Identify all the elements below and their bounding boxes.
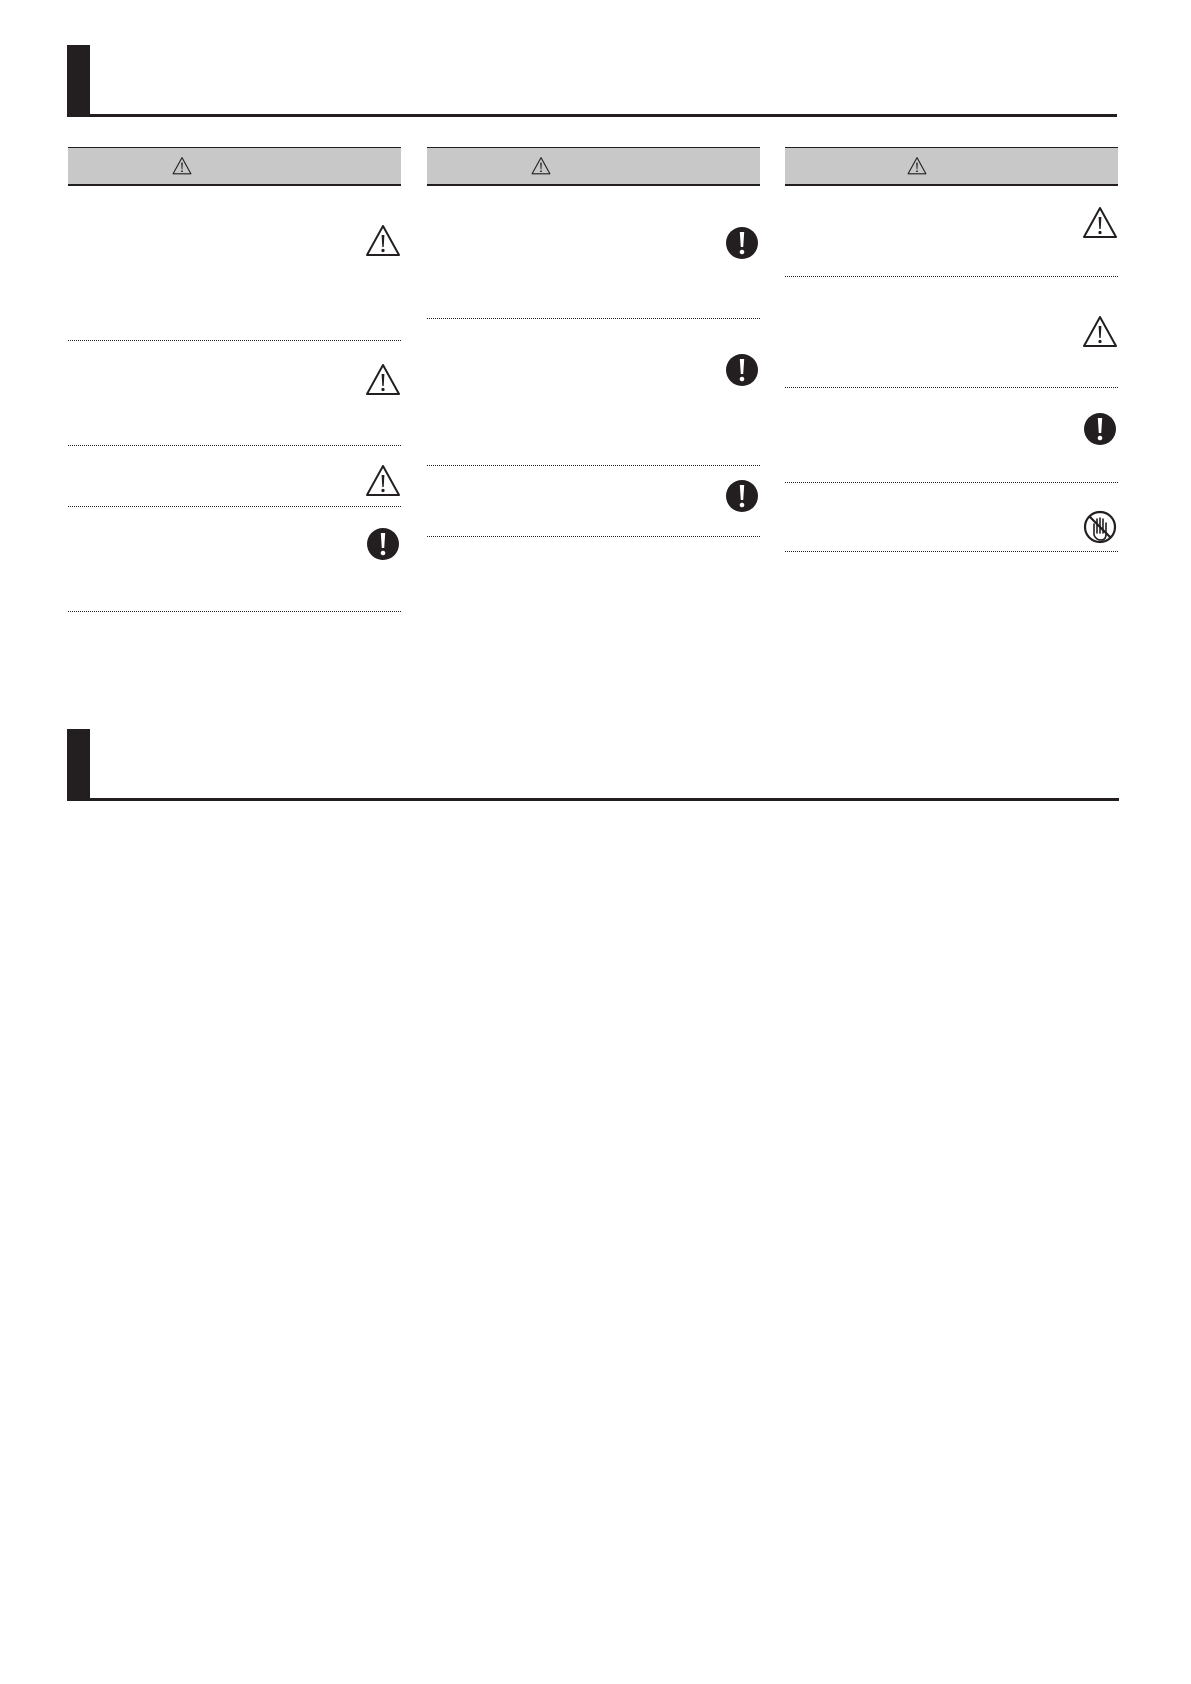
column-heading — [427, 147, 760, 186]
section-header-bar — [67, 45, 90, 117]
safety-column-1 — [68, 147, 401, 612]
warning-triangle-icon — [530, 156, 552, 176]
safety-item — [427, 466, 760, 537]
warning-triangle-icon — [171, 156, 193, 176]
section-header — [67, 45, 1117, 117]
safety-item — [427, 186, 760, 319]
safety-item — [785, 186, 1118, 277]
safety-item — [68, 186, 401, 341]
warning-triangle-icon — [365, 463, 401, 499]
mandatory-exclamation-icon — [365, 526, 401, 562]
safety-item — [427, 319, 760, 466]
safety-item — [68, 446, 401, 507]
safety-item — [785, 483, 1118, 552]
mandatory-exclamation-icon — [724, 225, 760, 261]
warning-triangle-icon — [1082, 314, 1118, 350]
safety-item — [785, 277, 1118, 388]
warning-triangle-icon — [365, 362, 401, 398]
safety-item — [68, 507, 401, 612]
warning-triangle-icon — [365, 223, 401, 259]
warning-triangle-icon — [906, 156, 928, 176]
do-not-touch-icon — [1082, 509, 1118, 545]
column-heading — [785, 147, 1118, 186]
safety-column-3 — [785, 147, 1118, 552]
section-header-bar — [67, 729, 90, 801]
warning-triangle-icon — [1082, 205, 1118, 241]
safety-column-2 — [427, 147, 760, 537]
section-header-rule — [90, 798, 1119, 801]
section-header-rule — [90, 114, 1117, 117]
mandatory-exclamation-icon — [1082, 411, 1118, 447]
safety-item — [785, 388, 1118, 483]
mandatory-exclamation-icon — [724, 352, 760, 388]
column-heading — [68, 147, 401, 186]
section-header — [67, 729, 1119, 801]
mandatory-exclamation-icon — [724, 478, 760, 514]
safety-item — [68, 341, 401, 446]
